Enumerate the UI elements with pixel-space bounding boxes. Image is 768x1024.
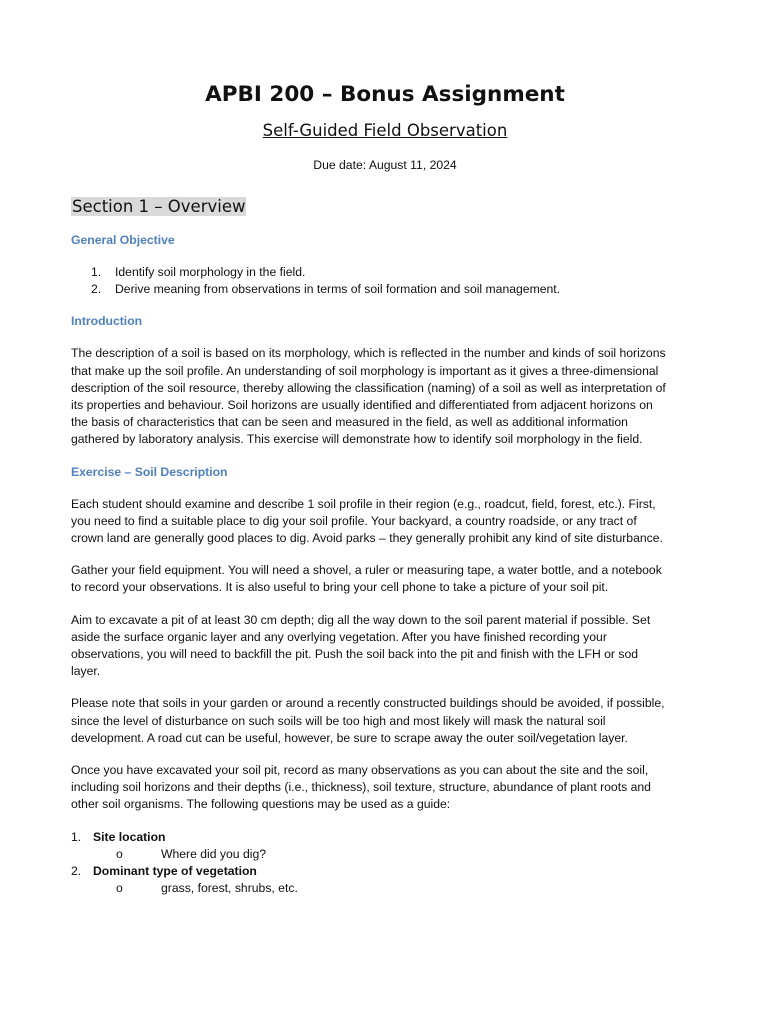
section-1-title: Section 1 – Overview [72, 197, 246, 216]
list-item: 1. Identify soil morphology in the field. [91, 265, 306, 279]
exercise-paragraph-2: Gather your field equipment. You will need a shovel, a ruler or measuring tape, a water bottle, and a notebook to record your observations. It is also useful to bring your cell phone to take a picture of your soil pit. [71, 563, 662, 595]
sub-list-item: o Where did you dig? [116, 846, 267, 861]
exercise-paragraph-5: Once you have excavated your soil pit, record as many observations as you can about the site and the soil, including soil horizons and their depths (i.e., thickness), soil texture, structure, abundance of plant roots and other soil organisms. The following questions may be used as a guide: [71, 763, 651, 812]
objective-list [71, 264, 699, 298]
introduction-heading: Introduction [71, 314, 143, 329]
document-title: APBI 200 – Bonus Assignment [205, 82, 565, 107]
list-item: 1. Site location [71, 829, 166, 844]
exercise-paragraph-1: Each student should examine and describe 1 soil profile in their region (e.g., roadcut, field, forest, etc.). First, you need to find a suitable place to dig your soil profile. Your backyard, a country roadside, or any tract of crown land are generally good places to dig. Avoid parks – they generally prohibit any kind of site disturbance. [71, 496, 663, 546]
general-objective-heading: General Objective [71, 233, 175, 247]
exercise-paragraph-4: Please note that soils in your garden or around a recently constructed buildings should be avoided, if possible, since the level of disturbance on such soils will be too high and most likely will mask the natural soil development. A road cut can be useful, however, be sure to scrape away the outer soil/vegetation layer. [71, 696, 665, 745]
sub-list-item: o grass, forest, shrubs, etc. [116, 881, 298, 896]
document-page [71, 80, 699, 897]
list-item: 2. Dominant type of vegetation [71, 864, 257, 879]
exercise-heading: Exercise – Soil Description [71, 464, 228, 479]
due-date: Due date: August 11, 2024 [313, 158, 457, 172]
document-subtitle: Self-Guided Field Observation [262, 121, 508, 140]
introduction-paragraph: The description of a soil is based on its morphology, which is reflected in the number and kinds of soil horizons that make up the soil profile. An understanding of soil morphology is important as it gives a three-dimensional description of the soil resource, thereby allowing the classification (naming) of a soil as well as interpretation of its properties and behaviour. Soil horizons are usually identified and differentiated from adjacent horizons on the basis of characteristics that can be seen and measured in the field, as well as additional information gathered by laboratory analysis. This exercise will demonstrate how to identify soil morphology in the field. [71, 346, 666, 447]
guide-questions-list [71, 829, 699, 898]
list-item: 2. Derive meaning from observations in terms of soil formation and soil management. [91, 282, 561, 297]
exercise-paragraph-3: Aim to excavate a pit of at least 30 cm depth; dig all the way down to the soil parent material if possible. Set aside the surface organic layer and any overlying vegetation. After you have finished recording your observations, you will need to backfill the pit. Push the soil back into the pit and finish with the LFH or sod layer. [71, 612, 651, 679]
